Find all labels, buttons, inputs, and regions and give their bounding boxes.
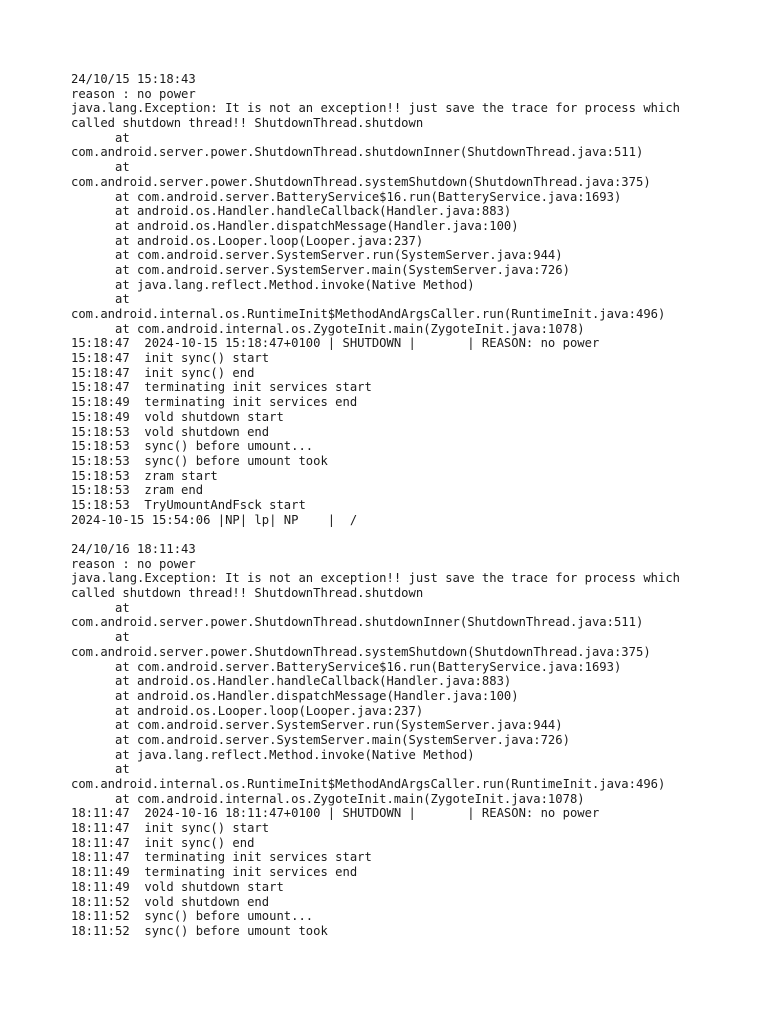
log-line: at android.os.Handler.handleCallback(Handler.java:883) [71, 674, 512, 689]
log-line: 18:11:52 vold shutdown end [71, 894, 270, 909]
log-line: 15:18:47 2024-10-15 15:18:47+0100 | SHUTDOWN | | REASON: no power [71, 336, 600, 351]
log-line: called shutdown thread!! ShutdownThread.shutdown [71, 116, 424, 131]
log-line: at java.lang.reflect.Method.invoke(Native Method) [71, 277, 475, 292]
log-line: at android.os.Handler.dispatchMessage(Handler.java:100) [71, 218, 519, 233]
log-line: 2024-10-15 15:54:06 |NP| lp| NP | / [71, 512, 358, 527]
log-line: at [71, 130, 130, 145]
log-line: com.android.internal.os.RuntimeInit$MethodAndArgsCaller.run(RuntimeInit.java:496) [71, 777, 666, 791]
log-entry-block [71, 542, 751, 939]
log-line: 15:18:53 zram end [71, 483, 204, 498]
log-line: at [71, 600, 130, 615]
log-line: at [71, 160, 130, 175]
log-line: 15:18:53 vold shutdown end [71, 424, 270, 439]
log-line: com.android.server.power.ShutdownThread.shutdownInner(ShutdownThread.java:511) [71, 145, 644, 160]
block-separator [71, 527, 751, 542]
log-line: 18:11:52 sync() before umount took [71, 923, 328, 938]
log-line: 15:18:49 vold shutdown start [71, 409, 284, 424]
log-line: at com.android.server.SystemServer.run(SystemServer.java:944) [71, 248, 563, 263]
log-line: 24/10/16 18:11:43 [71, 542, 196, 556]
log-line: 18:11:47 terminating init services start [71, 850, 372, 865]
log-line: at com.android.internal.os.ZygoteInit.main(ZygoteInit.java:1078) [71, 791, 585, 806]
log-line: at [71, 292, 130, 307]
log-line: reason : no power [71, 86, 196, 101]
log-line: 18:11:49 vold shutdown start [71, 879, 284, 894]
log-line: 18:11:49 terminating init services end [71, 865, 358, 880]
log-line: 15:18:53 sync() before umount took [71, 453, 328, 468]
log-line: at com.android.server.BatteryService$16.run(BatteryService.java:1693) [71, 659, 622, 674]
log-line: 15:18:53 zram start [71, 468, 218, 483]
log-line: 18:11:47 2024-10-16 18:11:47+0100 | SHUTDOWN | | REASON: no power [71, 806, 600, 821]
log-line: com.android.server.power.ShutdownThread.systemShutdown(ShutdownThread.java:375) [71, 644, 651, 659]
log-line: at [71, 630, 130, 645]
log-entry-block [71, 72, 751, 527]
log-line: 24/10/15 15:18:43 [71, 72, 196, 86]
log-line: 15:18:49 terminating init services end [71, 395, 358, 410]
log-line: java.lang.Exception: It is not an exception!! just save the trace for process which [71, 101, 681, 116]
log-line: 18:11:47 init sync() start [71, 821, 270, 836]
log-line: called shutdown thread!! ShutdownThread.shutdown [71, 586, 424, 601]
log-line: 18:11:47 init sync() end [71, 835, 255, 850]
log-line: com.android.internal.os.RuntimeInit$MethodAndArgsCaller.run(RuntimeInit.java:496) [71, 307, 666, 321]
log-line: java.lang.Exception: It is not an exception!! just save the trace for process which [71, 571, 681, 586]
log-line: at android.os.Handler.handleCallback(Handler.java:883) [71, 204, 512, 219]
log-line: at [71, 762, 130, 777]
log-line: at android.os.Looper.loop(Looper.java:237) [71, 233, 424, 248]
log-line: at com.android.internal.os.ZygoteInit.main(ZygoteInit.java:1078) [71, 321, 585, 336]
log-document [71, 72, 751, 939]
log-line: at com.android.server.SystemServer.main(SystemServer.java:726) [71, 732, 570, 747]
log-line: 15:18:53 sync() before umount... [71, 439, 314, 454]
log-line: 15:18:47 init sync() end [71, 365, 255, 380]
log-line: 15:18:47 terminating init services start [71, 380, 372, 395]
log-line: at android.os.Handler.dispatchMessage(Handler.java:100) [71, 688, 519, 703]
log-line: at android.os.Looper.loop(Looper.java:237) [71, 703, 424, 718]
log-line: at com.android.server.SystemServer.main(SystemServer.java:726) [71, 262, 570, 277]
log-line: 15:18:47 init sync() start [71, 351, 270, 366]
log-line: at java.lang.reflect.Method.invoke(Native Method) [71, 747, 475, 762]
log-line: 18:11:52 sync() before umount... [71, 909, 314, 924]
log-line: reason : no power [71, 556, 196, 571]
log-line: 15:18:53 TryUmountAndFsck start [71, 497, 306, 512]
log-line: at com.android.server.SystemServer.run(SystemServer.java:944) [71, 718, 563, 733]
log-line: at com.android.server.BatteryService$16.run(BatteryService.java:1693) [71, 189, 622, 204]
log-line: com.android.server.power.ShutdownThread.systemShutdown(ShutdownThread.java:375) [71, 174, 651, 189]
log-line: com.android.server.power.ShutdownThread.shutdownInner(ShutdownThread.java:511) [71, 615, 644, 630]
